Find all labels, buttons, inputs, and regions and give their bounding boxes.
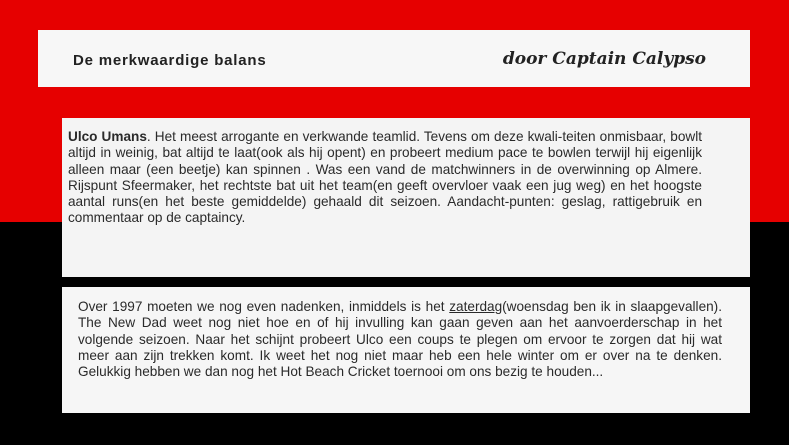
title-banner	[38, 30, 750, 87]
article-underlined-word: zaterdag	[449, 299, 503, 314]
article-paragraph	[78, 299, 722, 380]
profile-name: Ulco Umans	[68, 129, 147, 144]
article-text-part2: (woensdag ben ik in slaapgevallen). The New Dad weet nog niet hoe en of hij invulling kan gaan geven aan het aanvoerderschap in het volgende seizoen. Naar het schijnt probeert Ulco een coups te plegen om ervoor te zorgen dat hij wat meer aan zijn trekken komt. Ik weet het nog niet maar heb een hele winter om er over na te denken. Gelukkig hebben we dan nog het Hot Beach Cricket toernooi om ons bezig te houden...	[78, 299, 722, 380]
article-box	[62, 287, 750, 413]
profile-text: . Het meest arrogante en verkwande teamlid. Tevens om deze kwali-teiten onmisbaar, bowlt altijd in weinig, bat altijd te laat(ook als hij opent) en probeert medium pace te bowlen terwijl hij eigenlijk alleen maar (een beetje) kan spinnen . Was een vand de matchwinners in de overwinning op Almere. Rijspunt Sfeermaker, het rechtste bat uit het team(en geeft overvloer vaak een jug weg) en het hoogste aantal runs(en het beste gemiddelde) gehaald dit seizoen. Aandacht-punten: geslag, rattigebruik en commentaar op de captaincy.	[68, 129, 702, 226]
byline: door Captain Calypso	[502, 49, 706, 69]
article-text-part1: Over 1997 moeten we nog even nadenken, inmiddels is het	[78, 299, 450, 314]
profile-box	[62, 118, 750, 277]
page-title: De merkwaardige balans	[73, 52, 267, 69]
profile-paragraph	[68, 129, 702, 227]
